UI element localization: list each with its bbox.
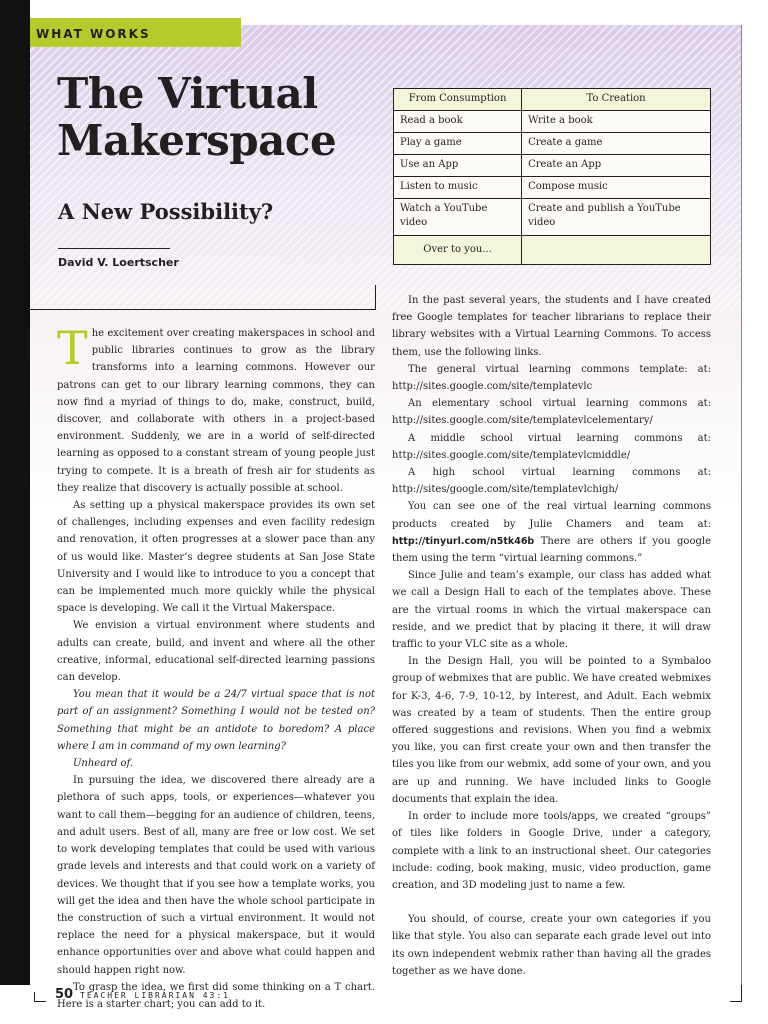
paragraph-text: he excitement over creating makerspaces in school and public libraries continues to grow as the library transforms into a learning commons. However our patrons can get to our library learning commons, they can now find a myriad of things to do, make, construct, build, discover, and collaborate with others in a project-based environment. Suddenly, we are in a world of self-directed learning as opposed to a constant stream of young people just trying to compete. It is a breath of fresh air for students as they realize that discovery is actually possible at school. bbox=[57, 328, 375, 494]
t-chart-cell: Compose music bbox=[522, 177, 711, 199]
paragraph-italic: Unheard of. bbox=[73, 758, 134, 770]
crop-mark-right bbox=[741, 985, 742, 1002]
paragraph bbox=[57, 321, 375, 497]
t-chart-cell: Create and publish a YouTube video bbox=[522, 199, 711, 236]
issue-number: 43:1 bbox=[202, 991, 230, 1000]
t-chart-cell: Watch a YouTube video bbox=[394, 199, 522, 236]
article-title: The Virtual Makerspace bbox=[57, 69, 337, 165]
t-chart-footer-right bbox=[522, 236, 711, 265]
t-chart-cell: Create a game bbox=[522, 133, 711, 155]
table-row bbox=[394, 177, 711, 199]
paragraph: An elementary school virtual learning commons at: http://sites.google.com/site/templatevlcelementary/ bbox=[392, 398, 711, 427]
author-rule bbox=[58, 248, 170, 249]
paragraph-text: You can see one of the real virtual learning commons products created by Julie Chamers and team at: bbox=[392, 501, 711, 530]
paragraph: You should, of course, create your own categories if you like that style. You also can separate each grade level out into its own independent webmix rather than having all the grades together as we have done. bbox=[392, 914, 711, 977]
t-chart-header-creation: To Creation bbox=[522, 89, 711, 111]
page-spine-bar bbox=[0, 0, 30, 985]
crop-mark-right-base bbox=[730, 1001, 742, 1002]
table-row bbox=[394, 133, 711, 155]
paragraph bbox=[392, 498, 711, 567]
t-chart-cell: Listen to music bbox=[394, 177, 522, 199]
t-chart-cell: Create an App bbox=[522, 155, 711, 177]
paragraph: We envision a virtual environment where students and adults can create, build, and invent and where all the other creative, informal, educational self-directed learning passions can develop. bbox=[57, 620, 375, 684]
publication-name: TEACHER LIBRARIAN bbox=[80, 991, 196, 1000]
article-subtitle: A New Possibility? bbox=[58, 199, 274, 224]
crop-mark-left-base bbox=[34, 1001, 46, 1002]
paragraph-italic: You mean that it would be a 24/7 virtual space that is not part of an assignment? Something I would not be tested on? Something that might be an antidote to boredom? A place where I am in command of my own learning? bbox=[57, 689, 375, 752]
paragraph-text: There are others if you google them using the term “virtual learning commons.” bbox=[392, 535, 711, 565]
paragraph: A middle school virtual learning commons at: http://sites.google.com/site/templatevlcmiddle/ bbox=[392, 432, 711, 461]
t-chart-cell: Read a book bbox=[394, 111, 522, 133]
publication-footer bbox=[80, 991, 230, 1000]
author-byline: David V. Loertscher bbox=[58, 256, 179, 269]
t-chart-cell: Play a game bbox=[394, 133, 522, 155]
paragraph: A high school virtual learning commons at: http://sites/google.com/site/templatevlchigh/ bbox=[392, 467, 711, 496]
paragraph: As setting up a physical makerspace provides its own set of challenges, including expenses and even facility redesign and renovation, it often progresses at a slower pace than any of us would like. Master’s degree students at San Jose State University and I would like to introduce to you a concept that can be implemented much more quickly while the physical space is developing. We call it the Virtual Makerspace. bbox=[57, 500, 375, 615]
table-row bbox=[394, 155, 711, 177]
paragraph: In the Design Hall, you will be pointed to a Symbaloo group of webmixes that are public. We have created webmixes for K-3, 4-6, 7-9, 10-12, by Interest, and Adult. Each webmix was created by a team of students. Then the entire group offered suggestions and revisions. When you find a webmix you like, you can first create your own and then transfer the tiles you like from our webmix, add some of your own, and you are up and running. We have included links to Google documents that explain the idea. bbox=[392, 656, 711, 805]
paragraph: In order to include more tools/apps, we created “groups” of tiles like folders in Google Drive, under a category, complete with a link to an instructional sheet. Our categories include: coding, book making, music, video production, game creation, and 3D modeling just to name a few. bbox=[392, 811, 711, 891]
left-column bbox=[57, 321, 375, 1013]
t-chart-header-row bbox=[394, 89, 711, 111]
paragraph: The general virtual learning commons template: at: http://sites.google.com/site/templatevlc bbox=[392, 363, 711, 393]
t-chart-footer-row bbox=[394, 236, 711, 265]
paragraph: In pursuing the idea, we discovered there already are a plethora of such apps, tools, or experiences—whatever you want to call them—begging for an audience of children, teens, and adult users. Best of all, many are free or low cost. We set to work developing templates that could be used with various grade levels and interests and that could work on a variety of devices. We thought that if you see how a template works, you will get the idea and then have the whole school participate in the construction of such a virtual environment. It would not replace the need for a physical makerspace, but it would enhance opportunities over and above what could happen and should happen right now. bbox=[57, 775, 375, 976]
drop-cap: T bbox=[57, 321, 88, 375]
section-tag: WHAT WORKS bbox=[36, 27, 151, 41]
paragraph: In the past several years, the students and I have created free Google templates for teacher librarians to replace their library websites with a Virtual Learning Commons. To access them, use the following links. bbox=[392, 295, 711, 358]
right-border-line bbox=[741, 25, 742, 985]
t-chart-table bbox=[393, 88, 711, 265]
t-chart-cell: Use an App bbox=[394, 155, 522, 177]
table-row bbox=[394, 199, 711, 236]
t-chart-footer-left: Over to you... bbox=[394, 236, 522, 265]
paragraph-gap bbox=[392, 894, 711, 911]
t-chart-cell: Write a book bbox=[522, 111, 711, 133]
paragraph: To grasp the idea, we first did some thinking on a T chart. Here is a starter chart; you can add to it. bbox=[57, 981, 375, 1010]
intro-divider-horizontal bbox=[30, 309, 375, 310]
table-row bbox=[394, 111, 711, 133]
right-column bbox=[392, 292, 711, 980]
t-chart-header-consumption: From Consumption bbox=[394, 89, 522, 111]
page-number: 50 bbox=[55, 987, 74, 1002]
paragraph: Since Julie and team’s example, our class has added what we call a Design Hall to each of the templates above. These are the virtual rooms in which the virtual makerspace can reside, and we predict that by placing it there, it will draw traffic to your VLC site as a whole. bbox=[392, 570, 711, 651]
tinyurl-link[interactable]: http://tinyurl.com/n5tk46b bbox=[392, 535, 535, 547]
intro-divider-vertical bbox=[375, 285, 376, 310]
